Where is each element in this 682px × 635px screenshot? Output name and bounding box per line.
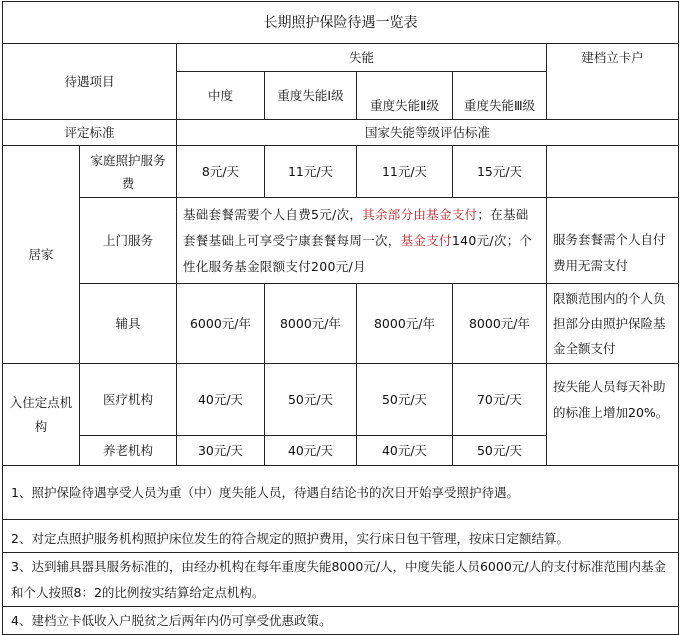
note-row [3, 466, 679, 520]
standard-row [3, 120, 679, 146]
institution-poverty: 按失能人员每天补助的标准上增加20%。 [547, 364, 679, 466]
medical-value: 40元/天 [177, 364, 265, 436]
benefit-table [2, 1, 679, 635]
note-4: 4、建档立卡低收入户脱贫之后两年内仍可享受优惠政策。 [3, 607, 679, 635]
header-level: 重度失能Ⅲ级 [453, 72, 547, 120]
aids-value: 8000元/年 [357, 284, 453, 364]
note-1: 1、照护保险待遇享受人员为重（中）度失能人员，待遇自结论书的次日开始享受照护待遇。 [3, 466, 679, 520]
medical-value: 50元/天 [265, 364, 357, 436]
family-care-value: 11元/天 [357, 146, 453, 198]
header-disability: 失能 [177, 44, 547, 72]
family-care-row [3, 146, 679, 198]
elderly-value: 50元/天 [453, 436, 547, 466]
elderly-value: 40元/天 [265, 436, 357, 466]
table-title: 长期照护保险待遇一览表 [3, 2, 679, 44]
note-row [3, 553, 679, 607]
header-level: 重度失能Ⅰ级 [265, 72, 357, 120]
medical-value: 50元/天 [357, 364, 453, 436]
family-care-label [80, 146, 177, 198]
header-level: 重度失能Ⅱ级 [357, 72, 453, 120]
door-service-poverty: 服务套餐需个人自付费用无需支付 [547, 198, 679, 284]
medical-row [3, 364, 679, 436]
header-item: 待遇项目 [3, 44, 177, 120]
elderly-value: 40元/天 [357, 436, 453, 466]
benefit-table-container [2, 1, 678, 635]
note-3: 3、达到辅具器具服务标准的，由经办机构在每年重度失能8000元/人，中度失能人员6000元/人的支付标准范围内基金和个人按照8：2的比例按实结算给定点机构。 [3, 553, 679, 607]
standard-label: 评定标准 [3, 120, 177, 146]
header-row-1 [3, 44, 679, 72]
door-service-desc-d: 基金支付 [400, 232, 452, 248]
elderly-value: 30元/天 [177, 436, 265, 466]
family-care-poverty [547, 146, 679, 198]
institution-label [3, 364, 80, 466]
header-level: 中度 [177, 72, 265, 120]
door-service-label: 上门服务 [80, 198, 177, 284]
family-care-label-text: 家庭照护服务费 [90, 152, 166, 191]
aids-label: 辅具 [80, 284, 177, 364]
medical-value: 70元/天 [453, 364, 547, 436]
title-row [3, 2, 679, 44]
medical-label: 医疗机构 [80, 364, 177, 436]
elderly-label: 养老机构 [80, 436, 177, 466]
aids-value: 8000元/年 [453, 284, 547, 364]
home-label: 居家 [3, 146, 80, 364]
aids-value: 8000元/年 [265, 284, 357, 364]
family-care-value: 11元/天 [265, 146, 357, 198]
aids-value: 6000元/年 [177, 284, 265, 364]
door-service-desc-e: 140元/次；个性化服务基金限额支付200元/月 [183, 232, 533, 274]
aids-poverty: 限额范围内的个人负担部分由照护保险基金全额支付 [547, 284, 679, 364]
note-row [3, 607, 679, 635]
door-service-desc-c: ；在基础套餐基础上可享受宁康套餐每周一次， [183, 206, 529, 248]
family-care-value: 8元/天 [177, 146, 265, 198]
door-service-row [3, 198, 679, 284]
standard-value: 国家失能等级评估标准 [177, 120, 679, 146]
aids-row [3, 284, 679, 364]
family-care-value: 15元/天 [453, 146, 547, 198]
header-poverty: 建档立卡户 [547, 44, 679, 120]
door-service-desc-b: 其余部分由基金支付 [362, 206, 478, 222]
door-service-desc [177, 198, 547, 284]
door-service-desc-a: 基础套餐需要个人自费5元/次， [183, 206, 363, 222]
note-2: 2、对定点照护服务机构照护床位发生的符合规定的照护费用，实行床日包干管理，按床日定额结算。 [3, 520, 679, 553]
institution-label-text: 入住定点机构 [9, 394, 73, 434]
note-row [3, 520, 679, 553]
